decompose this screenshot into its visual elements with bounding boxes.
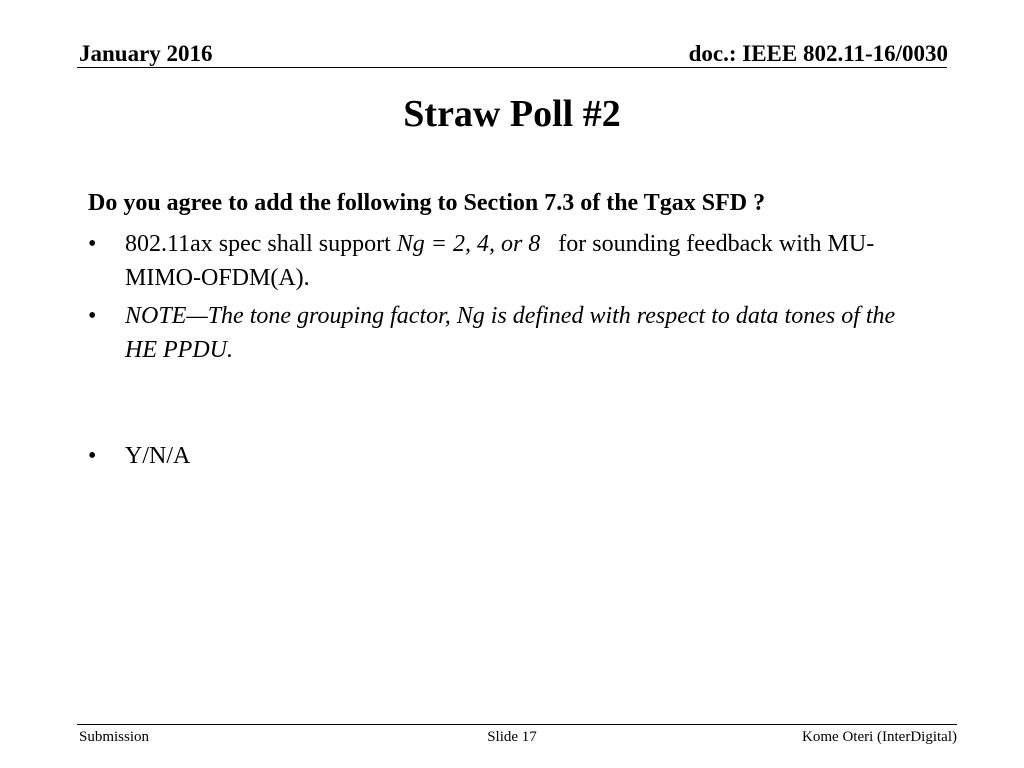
bullet-item-spec-support	[88, 227, 928, 295]
bullet-marker: •	[88, 303, 97, 329]
footer-slide-number: Slide 17	[487, 729, 537, 745]
bullet-item-note	[88, 299, 928, 367]
bullet-marker: •	[88, 443, 97, 469]
footer-submission: Submission	[79, 729, 150, 745]
header-divider	[77, 67, 947, 68]
header-doc-id: doc.: IEEE 802.11-16/0030	[688, 41, 948, 66]
footer-author: Kome Oteri (InterDigital)	[802, 729, 957, 745]
poll-question: Do you agree to add the following to Section 7.3 of the Tgax SFD ?	[88, 190, 766, 216]
bullet-item-vote-options	[88, 439, 928, 473]
bullet-marker: •	[88, 231, 97, 257]
footer-divider	[77, 724, 957, 725]
bullet-text-after: for sounding feedback with MU-MIMO-OFDM(A).	[125, 231, 875, 291]
slide-title: Straw Poll #2	[403, 93, 621, 135]
ng-formula: Ng = 2, 4, or 8	[396, 231, 541, 257]
bullet-list	[88, 227, 928, 477]
header-date: January 2016	[79, 41, 213, 66]
note-text: NOTE—The tone grouping factor, Ng is defined with respect to data tones of the HE PPDU.	[125, 303, 896, 363]
bullet-text-before: 802.11ax spec shall support	[125, 231, 397, 257]
vote-options-text: Y/N/A	[125, 443, 191, 469]
